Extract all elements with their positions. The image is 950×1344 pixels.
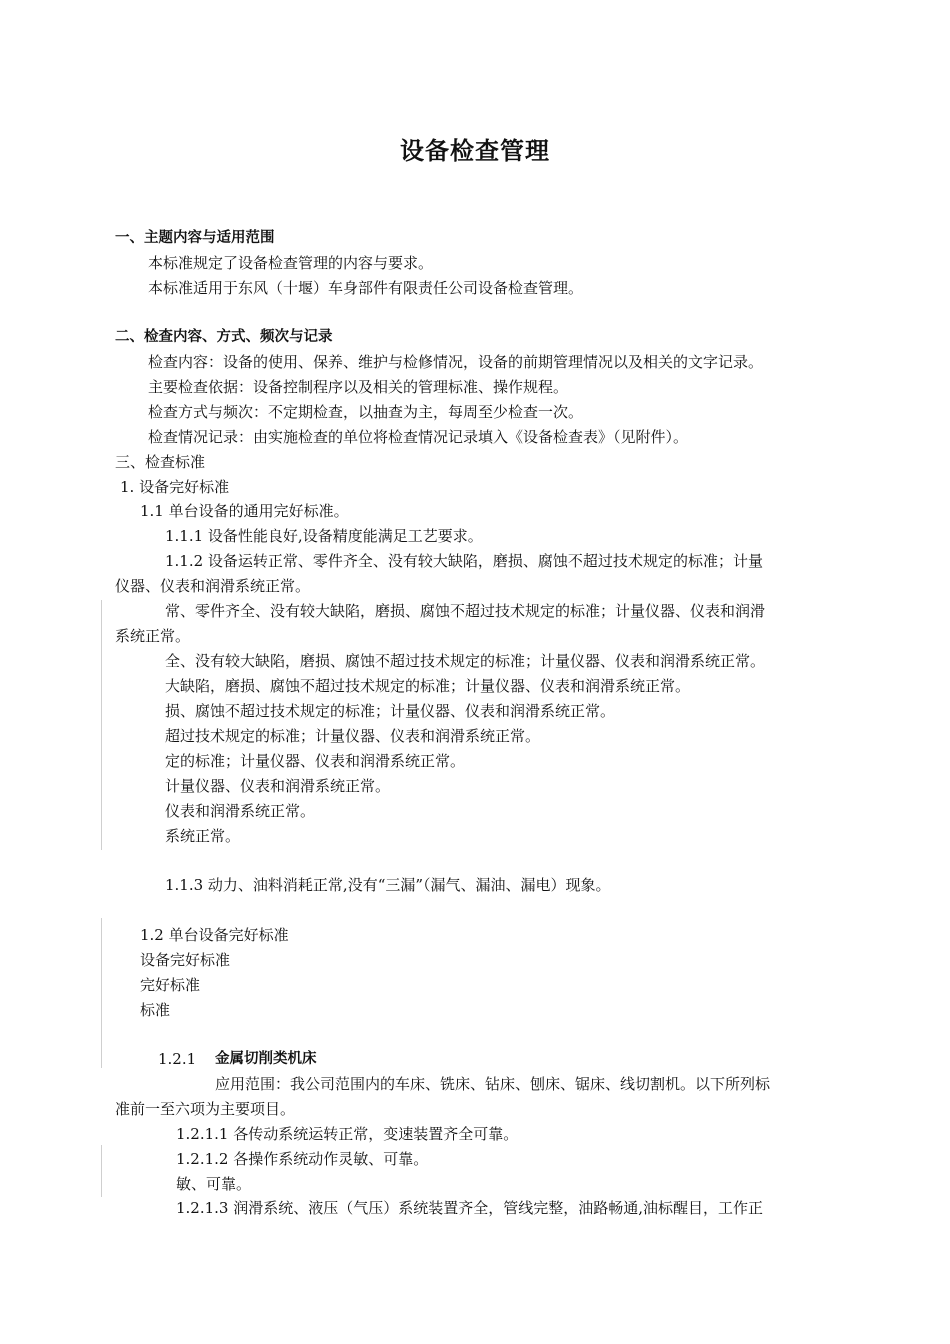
paragraph: 主要检查依据：设备控制程序以及相关的管理标准、操作规程。 — [148, 378, 569, 396]
list-item: 1. 设备完好标准 — [120, 478, 230, 496]
list-item: 1.2.1.2 各操作系统动作灵敏、可靠。 — [176, 1150, 429, 1168]
list-item: 1.2 单台设备完好标准 — [140, 926, 289, 944]
list-item: 1.2.1.3 润滑系统、液压（气压）系统装置齐全，管线完整，油路畅通,油标醒目，工作正 — [176, 1199, 764, 1217]
list-item: 1.1 单台设备的通用完好标准。 — [140, 502, 349, 520]
text-fragment: 敏、可靠。 — [176, 1175, 252, 1193]
text-fragment: 常、零件齐全、没有较大缺陷，磨损、腐蚀不超过技术规定的标准；计量仪器、仪表和润滑 — [165, 602, 766, 620]
paragraph-continuation: 准前一至六项为主要项目。 — [115, 1100, 296, 1118]
text-fragment: 仪表和润滑系统正常。 — [165, 802, 316, 820]
text-fragment: 超过技术规定的标准；计量仪器、仪表和润滑系统正常。 — [165, 727, 541, 745]
list-item: 1.2.1.1 各传动系统运转正常，变速装置齐全可靠。 — [176, 1125, 519, 1143]
text-fragment: 全、没有较大缺陷，磨损、腐蚀不超过技术规定的标准；计量仪器、仪表和润滑系统正常。 — [165, 652, 766, 670]
list-item-heading: 金属切削类机床 — [215, 1051, 317, 1067]
section-3-heading: 三、检查标准 — [115, 453, 206, 471]
text-fragment: 定的标准；计量仪器、仪表和润滑系统正常。 — [165, 752, 466, 770]
list-item: 1.1.3 动力、油料消耗正常,没有“三漏”（漏气、漏油、漏电）现象。 — [165, 876, 611, 894]
text-fragment: 标准 — [140, 1001, 171, 1019]
paragraph: 本标准规定了设备检查管理的内容与要求。 — [148, 254, 434, 272]
text-fragment: 系统正常。 — [115, 627, 191, 645]
list-item: 1.1.2 设备运转正常、零件齐全、没有较大缺陷，磨损、腐蚀不超过技术规定的标准；计量 — [165, 552, 763, 570]
text-fragment: 损、腐蚀不超过技术规定的标准；计量仪器、仪表和润滑系统正常。 — [165, 702, 616, 720]
revision-bar — [101, 1145, 102, 1197]
list-item-continuation: 仪器、仪表和润滑系统正常。 — [115, 577, 311, 595]
text-fragment: 大缺陷，磨损、腐蚀不超过技术规定的标准；计量仪器、仪表和润滑系统正常。 — [165, 677, 691, 695]
text-fragment: 计量仪器、仪表和润滑系统正常。 — [165, 777, 391, 795]
text-fragment: 完好标准 — [140, 976, 201, 994]
section-2-heading: 二、检查内容、方式、频次与记录 — [115, 329, 333, 345]
text-fragment: 系统正常。 — [165, 827, 241, 845]
list-item: 1.1.1 设备性能良好,设备精度能满足工艺要求。 — [165, 527, 483, 545]
revision-bar — [101, 600, 102, 850]
paragraph: 应用范围：我公司范围内的车床、铣床、钻床、刨床、锯床、线切割机。以下所列标 — [215, 1075, 771, 1093]
paragraph: 本标准适用于东风（十堰）车身部件有限责任公司设备检查管理。 — [148, 279, 584, 297]
text-fragment: 设备完好标准 — [140, 951, 231, 969]
document-title: 设备检查管理 — [400, 137, 550, 165]
section-1-heading: 一、主题内容与适用范围 — [115, 230, 275, 246]
revision-bar — [101, 918, 102, 1068]
paragraph: 检查情况记录：由实施检查的单位将检查情况记录填入《设备检查表》（见附件）。 — [148, 428, 689, 446]
list-item-number: 1.2.1 — [158, 1050, 197, 1068]
paragraph: 检查内容：设备的使用、保养、维护与检修情况，设备的前期管理情况以及相关的文字记录。 — [148, 353, 764, 371]
paragraph: 检查方式与频次：不定期检查，以抽查为主，每周至少检查一次。 — [148, 403, 584, 421]
